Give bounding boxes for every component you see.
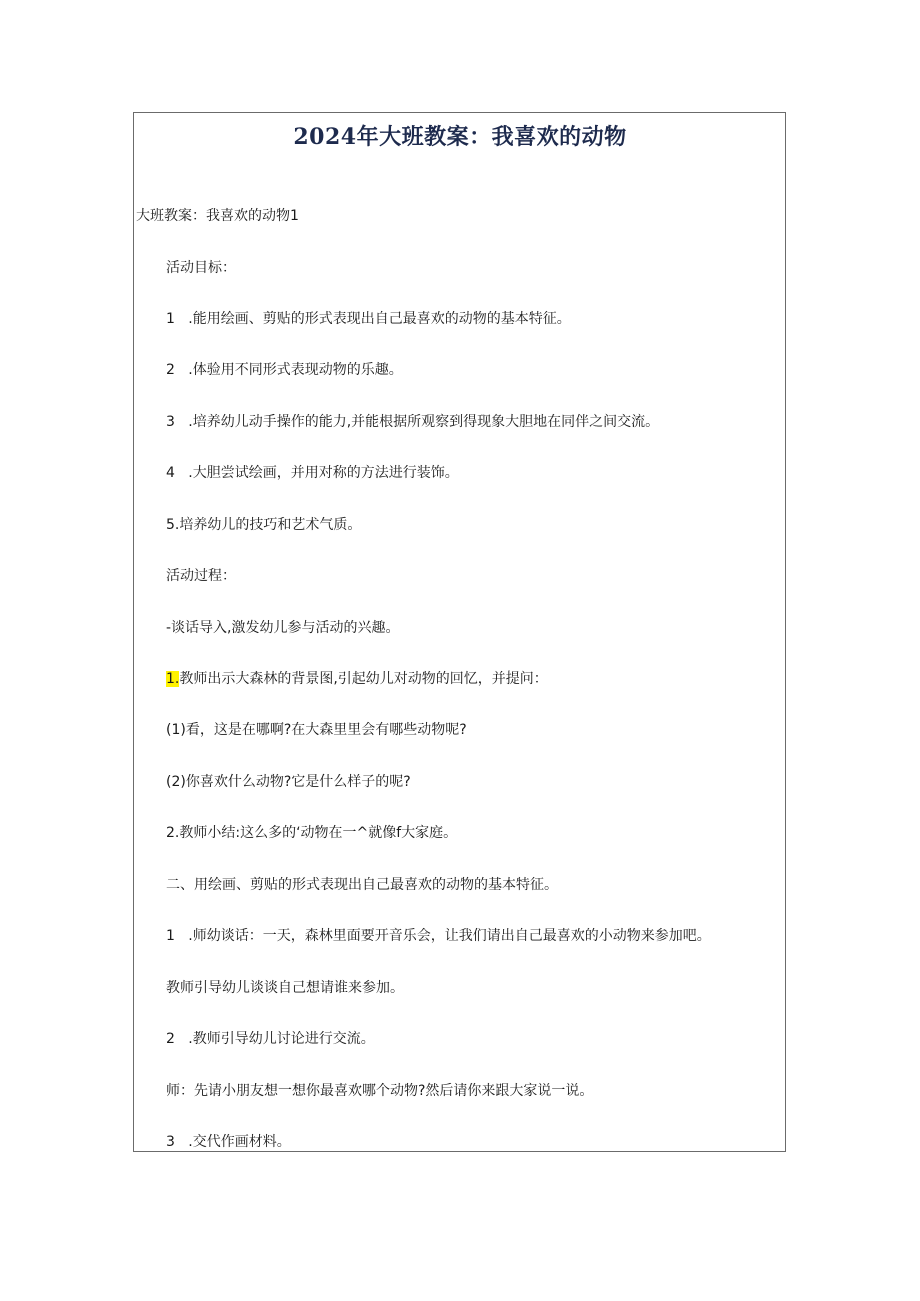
section-heading: 大班教案：我喜欢的动物1 xyxy=(136,208,299,224)
document-title: 2024年大班教案：我喜欢的动物 xyxy=(293,124,627,150)
process-substep-2: 2.教师小结:这么多的‘动物在一^就像f大家庭。 xyxy=(166,825,458,841)
process-substep-1-text: 教师出示大森林的背景图,引起幼儿对动物的回忆，并提问： xyxy=(179,671,548,687)
step2-item-1: 1 .师幼谈话：一天，森林里面要开音乐会，让我们请出自己最喜欢的小动物来参加吧。 xyxy=(166,928,711,944)
process-heading: 活动过程： xyxy=(166,568,236,584)
objective-item-4: 4 .大胆尝试绘画，并用对称的方法进行装饰。 xyxy=(166,465,459,481)
step2-item-1-detail: 教师引导幼儿谈谈自己想请谁来参加。 xyxy=(166,980,404,996)
objective-item-2: 2 .体验用不同形式表现动物的乐趣。 xyxy=(166,362,403,378)
process-step-2: 二、用绘画、剪贴的形式表现出自己最喜欢的动物的基本特征。 xyxy=(166,877,558,893)
process-step-1: -谈话导入,激发幼儿参与活动的兴趣。 xyxy=(166,620,400,636)
objective-item-5: 5.培养幼儿的技巧和艺术气质。 xyxy=(166,517,362,533)
objectives-heading: 活动目标： xyxy=(166,260,236,276)
step2-item-3: 3 .交代作画材料。 xyxy=(166,1134,291,1150)
step2-item-2-detail: 师：先请小朋友想一想你最喜欢哪个动物?然后请你来跟大家说一说。 xyxy=(166,1083,594,1099)
highlight-mark: 1. xyxy=(166,671,180,687)
question-2: (2)你喜欢什么动物?它是什么样子的呢? xyxy=(166,774,411,790)
process-substep-1 xyxy=(166,669,548,689)
step2-item-2: 2 .教师引导幼儿讨论进行交流。 xyxy=(166,1031,375,1047)
objective-item-3: 3 .培养幼儿动手操作的能力,并能根据所观察到得现象大胆地在同伴之间交流。 xyxy=(166,414,660,430)
objective-item-1: 1 .能用绘画、剪贴的形式表现出自己最喜欢的动物的基本特征。 xyxy=(166,311,571,327)
question-1: (1)看，这是在哪啊?在大森里里会有哪些动物呢? xyxy=(166,722,467,738)
